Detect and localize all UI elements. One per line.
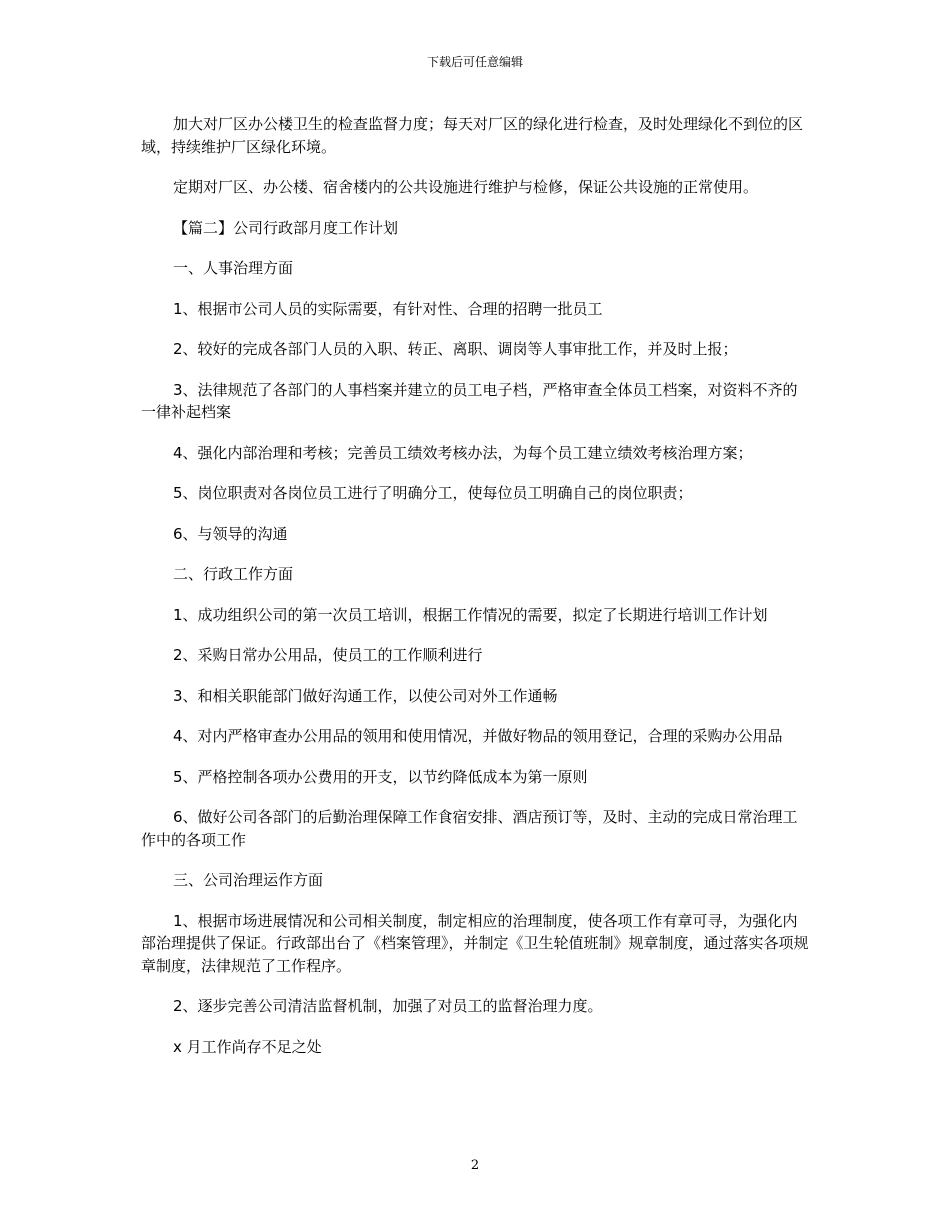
admin-item-5: 5、严格控制各项办公费用的开支，以节约降低成本为第一原则 — [173, 767, 588, 786]
page-header: 下载后可任意编辑 — [426, 55, 523, 69]
admin-item-2: 2、采购日常办公用品，使员工的工作顺利进行 — [173, 646, 483, 664]
section-title: 【篇二】公司行政部月度工作计划 — [173, 218, 399, 237]
heading-operations: 三、公司治理运作方面 — [173, 871, 324, 889]
admin-item-4: 4、对内严格审查办公用品的领用和使用情况，并做好物品的领用登记，合理的采购办公用品 — [173, 727, 783, 745]
operations-item-1: 1、根据市场进展情况和公司相关制度，制定相应的治理制度，使各项工作有章可寻，为强化内部治理提供了保证。行政部出台了《档案管理》，并制定《卫生轮值班制》规章制度，通过落实各项规章制度，法律规范了工作程序。 — [141, 911, 809, 975]
personnel-item-1: 1、根据市公司人员的实际需要，有针对性、合理的招聘一批员工 — [173, 299, 603, 318]
personnel-item-2: 2、较好的完成各部门人员的入职、转正、离职、调岗等人事审批工作，并及时上报； — [173, 340, 738, 358]
paragraph-1: 加大对厂区办公楼卫生的检查监督力度；每天对厂区的绿化进行检查，及时处理绿化不到位的区域，持续维护厂区绿化环境。 — [141, 115, 804, 156]
document-body — [141, 113, 811, 1076]
page-number: 2 — [470, 1158, 480, 1173]
personnel-item-4: 4、强化内部治理和考核；完善员工绩效考核办法，为每个员工建立绩效考核治理方案； — [173, 443, 753, 462]
admin-item-3: 3、和相关职能部门做好沟通工作，以使公司对外工作通畅 — [173, 686, 558, 705]
personnel-item-3: 3、法律规范了各部门的人事档案并建立的员工电子档，严格审查全体员工档案，对资料不齐的一律补起档案 — [141, 380, 798, 421]
heading-personnel: 一、人事治理方面 — [173, 259, 294, 277]
personnel-item-6: 6、与领导的沟通 — [173, 524, 288, 543]
admin-item-1: 1、成功组织公司的第一次员工培训，根据工作情况的需要，拟定了长期进行培训工作计划 — [173, 605, 768, 624]
personnel-item-5: 5、岗位职责对各岗位员工进行了明确分工，使每位员工明确自己的岗位职责； — [173, 484, 693, 502]
heading-administration: 二、行政工作方面 — [173, 565, 294, 583]
admin-item-6: 6、做好公司各部门的后勤治理保障工作食宿安排、酒店预订等，及时、主动的完成日常治理工作中的各项工作 — [141, 808, 798, 849]
paragraph-2: 定期对厂区、办公楼、宿舍楼内的公共设施进行维护与检修，保证公共设施的正常使用。 — [173, 178, 759, 196]
operations-item-2: 2、逐步完善公司清洁监督机制，加强了对员工的监督治理力度。 — [173, 997, 603, 1015]
shortcomings-heading: x 月工作尚存不足之处 — [173, 1037, 322, 1056]
